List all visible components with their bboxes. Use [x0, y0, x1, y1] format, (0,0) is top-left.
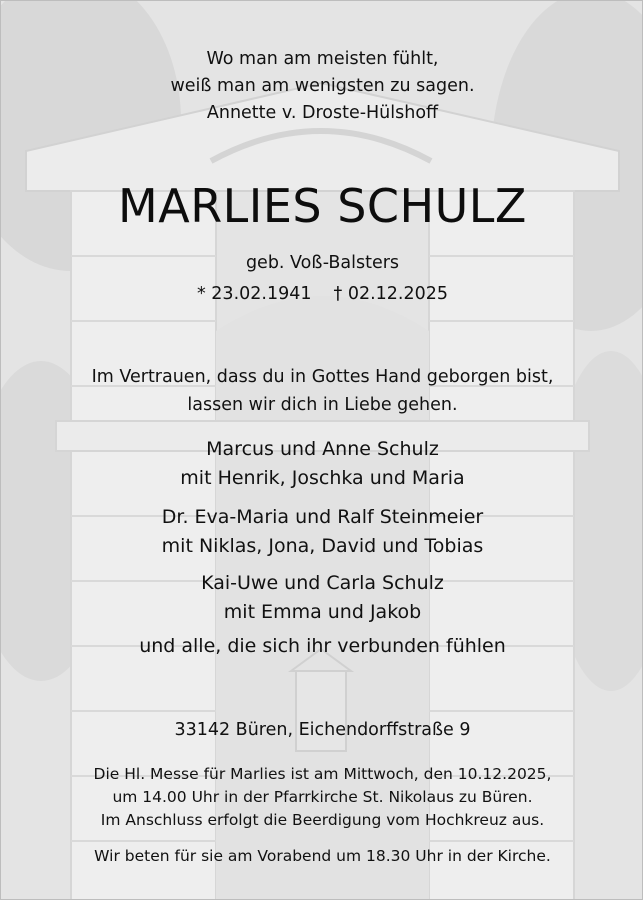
death-date: † 02.12.2025: [333, 284, 449, 304]
mourners-closing: und alle, die sich ihr verbunden fühlen: [139, 635, 506, 657]
quote-line-2: weiß man am wenigsten zu sagen.: [170, 76, 475, 96]
verse-line-2: lassen wir dich in Liebe gehen.: [187, 395, 458, 415]
family-1-names: Marcus und Anne Schulz: [206, 438, 439, 460]
family-3-names: Kai-Uwe und Carla Schulz: [201, 572, 444, 594]
deceased-name: MARLIES SCHULZ: [118, 179, 527, 233]
notice-line-3: Im Anschluss erfolgt die Beerdigung vom Hochkreuz aus.: [100, 811, 545, 829]
birth-date: * 23.02.1941: [196, 284, 312, 304]
quote-line-1: Wo man am meisten fühlt,: [206, 49, 439, 69]
notice-line-4: Wir beten für sie am Vorabend um 18.30 Uhr in der Kirche.: [94, 847, 551, 865]
address: 33142 Büren, Eichendorffstraße 9: [174, 720, 471, 740]
quote-author: Annette v. Droste-Hülshoff: [206, 103, 439, 123]
family-1-children: mit Henrik, Joschka und Maria: [180, 467, 465, 489]
notice-line-2: um 14.00 Uhr in der Pfarrkirche St. Nikolaus zu Büren.: [112, 788, 533, 806]
verse-line-1: Im Vertrauen, dass du in Gottes Hand geborgen bist,: [91, 367, 554, 387]
notice-line-1: Die Hl. Messe für Marlies ist am Mittwoch, den 10.12.2025,: [93, 765, 552, 783]
life-dates: [1, 284, 643, 304]
family-2-names: Dr. Eva-Maria und Ralf Steinmeier: [161, 506, 484, 528]
obituary-text: [1, 1, 643, 900]
family-2-children: mit Niklas, Jona, David und Tobias: [161, 535, 484, 557]
birth-name: geb. Voß-Balsters: [245, 253, 400, 273]
family-3-children: mit Emma und Jakob: [223, 601, 422, 623]
